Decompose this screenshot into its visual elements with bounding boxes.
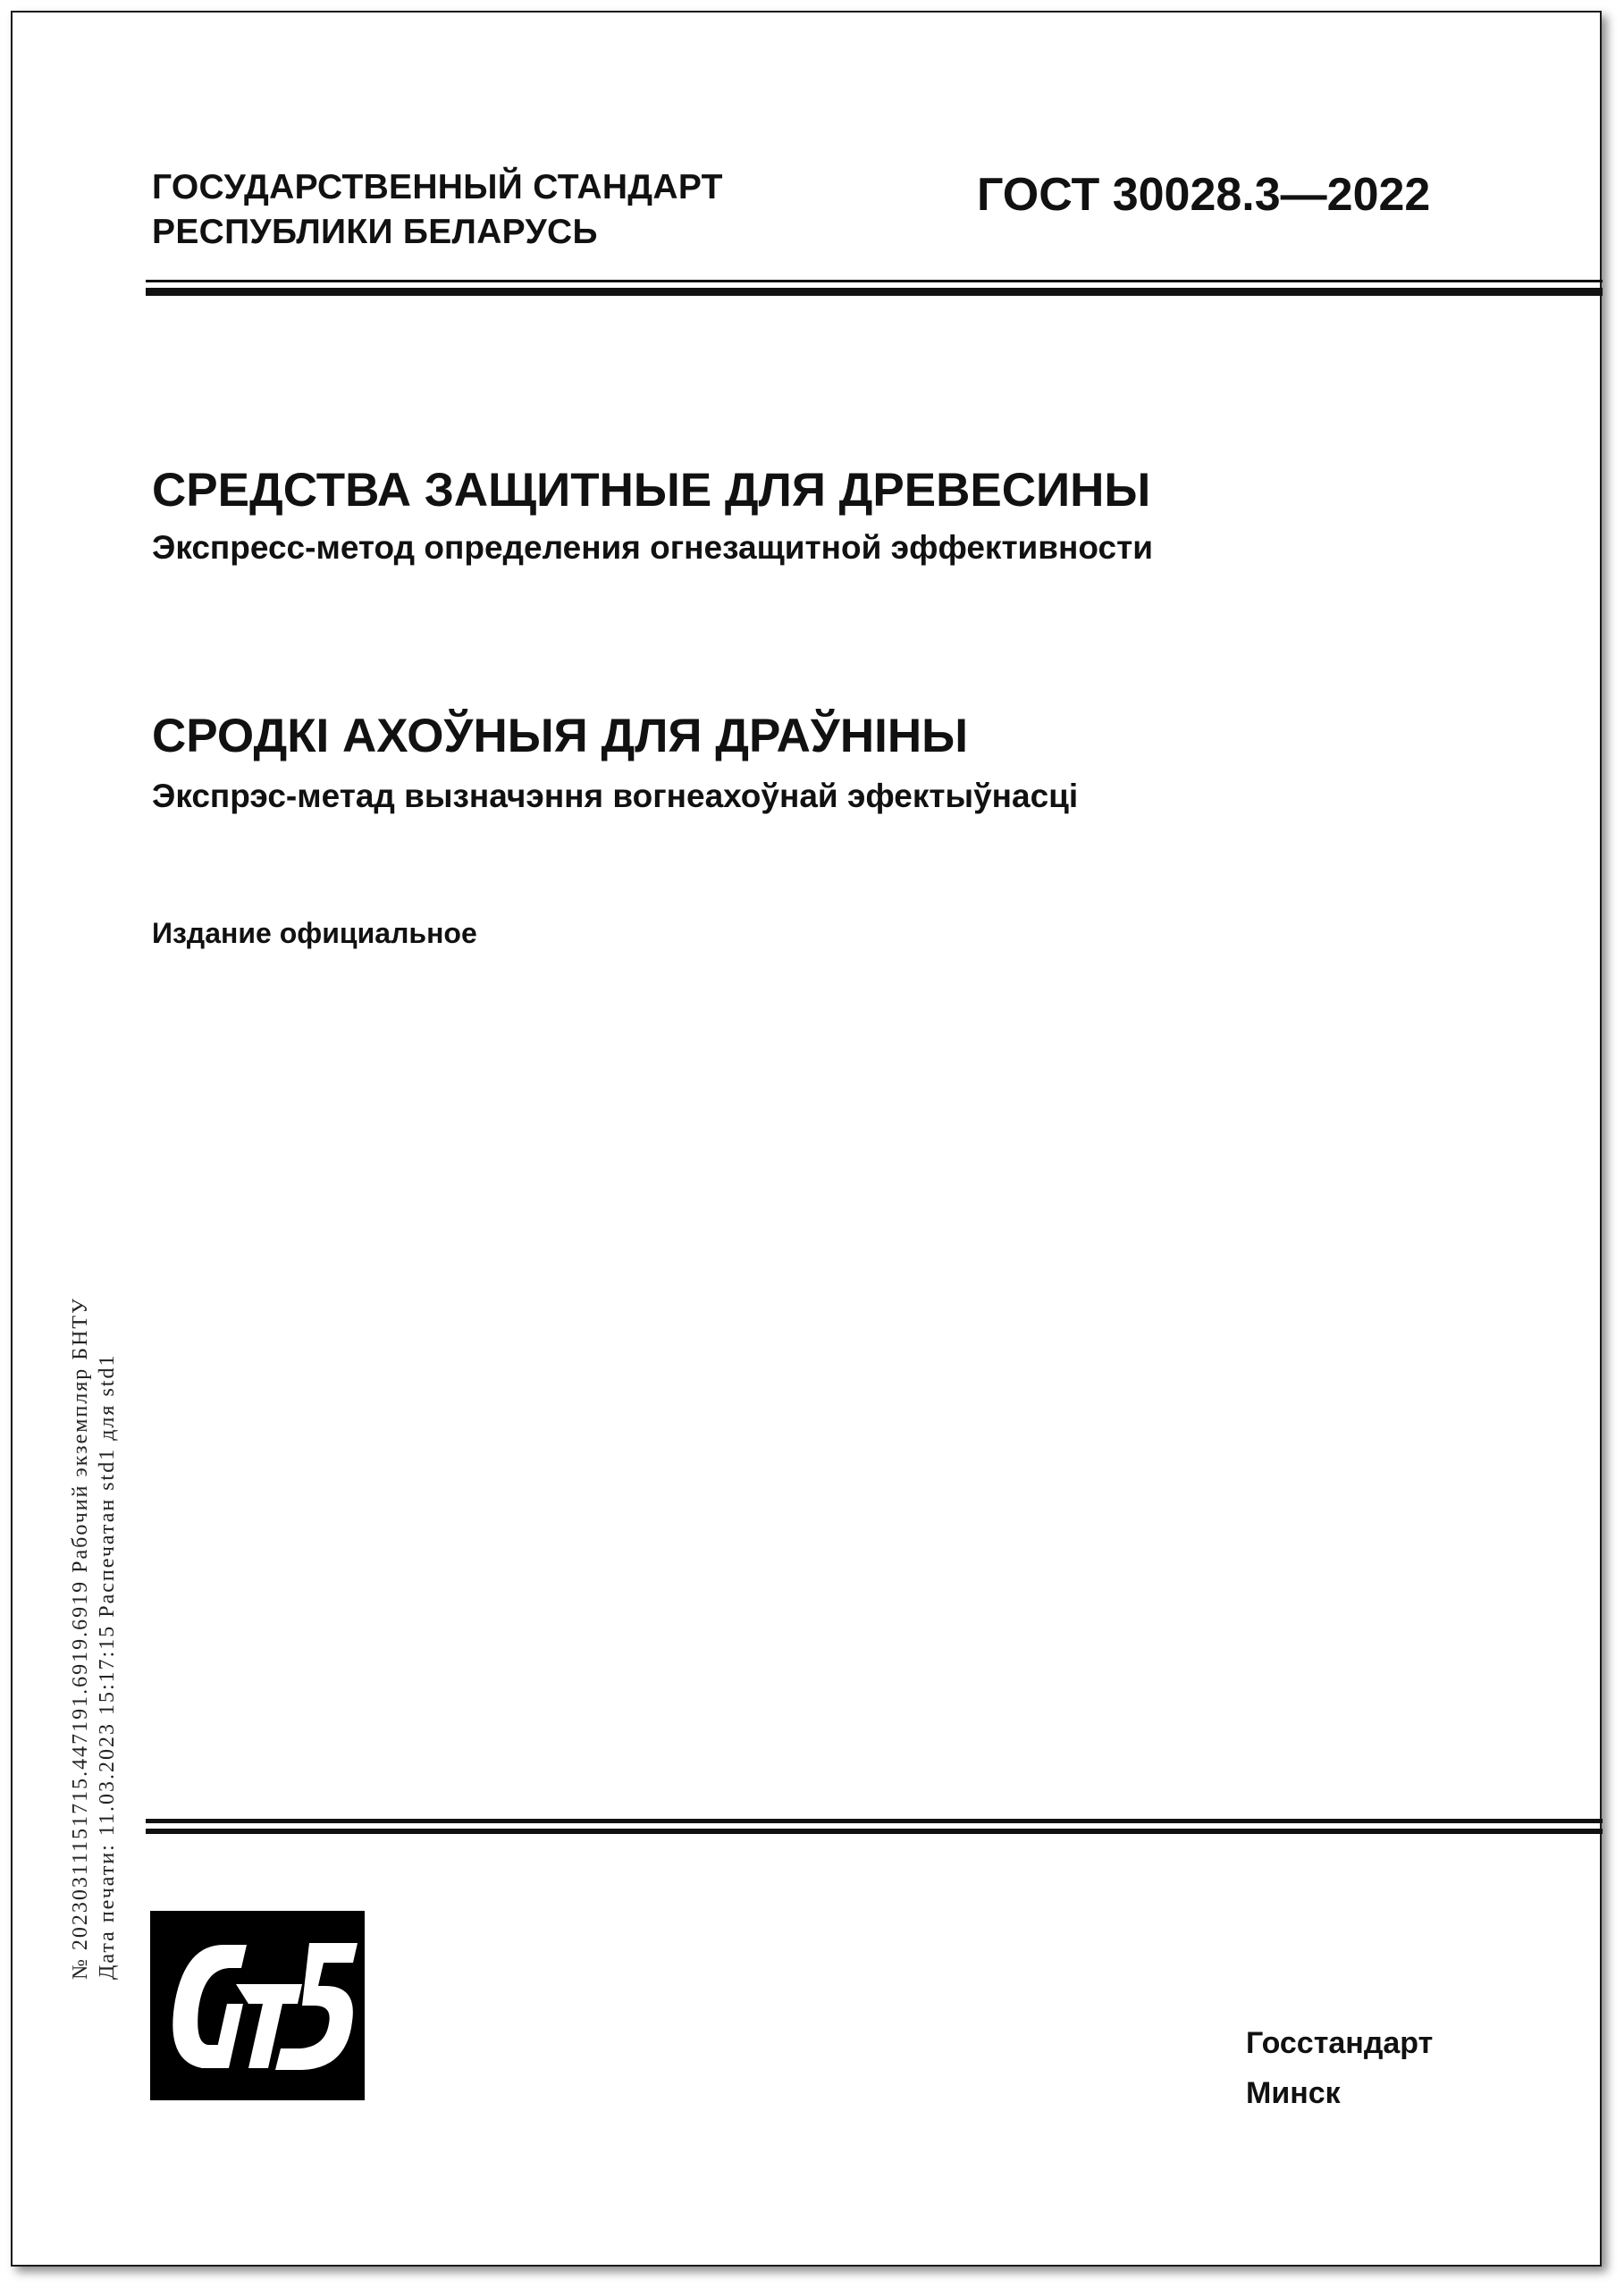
header-divider — [146, 280, 1603, 296]
st-b-logo-icon — [150, 1911, 365, 2100]
publisher-block — [1246, 2018, 1433, 2118]
title-by-subtitle: Экспрэс-метад вызначэння вогнеахоўнай эфектыўнасці — [152, 778, 1079, 814]
title-by-main: СРОДКІ АХОЎНЫЯ ДЛЯ ДРАЎНІНЫ — [152, 710, 969, 762]
print-stamp-line-1: № 20230311151715.447191.6919.6919 Рабочий экземпляр БНТУ — [69, 1296, 92, 1980]
standard-number: ГОСТ 30028.3—2022 — [977, 169, 1431, 221]
print-stamp-line-2: Дата печати: 11.03.2023 15:17:15 Распечатан std1 для std1 — [96, 1353, 119, 1980]
edition-label: Издание официальное — [152, 917, 477, 949]
org-line-2: РЕСПУБЛИКИ БЕЛАРУСЬ — [152, 213, 598, 251]
org-line-1: ГОСУДАРСТВЕННЫЙ СТАНДАРТ — [152, 168, 723, 206]
logo-graphic — [150, 1911, 365, 2100]
publisher-city: Минск — [1246, 2076, 1341, 2110]
title-ru-subtitle: Экспресс-метод определения огнезащитной эффективности — [152, 529, 1153, 566]
issuing-organization — [152, 165, 723, 255]
footer-divider — [146, 1819, 1603, 1834]
publisher-name: Госстандарт — [1246, 2026, 1434, 2060]
title-ru-main: СРЕДСТВА ЗАЩИТНЫЕ ДЛЯ ДРЕВЕСИНЫ — [152, 464, 1151, 517]
print-stamp — [54, 1193, 134, 1980]
